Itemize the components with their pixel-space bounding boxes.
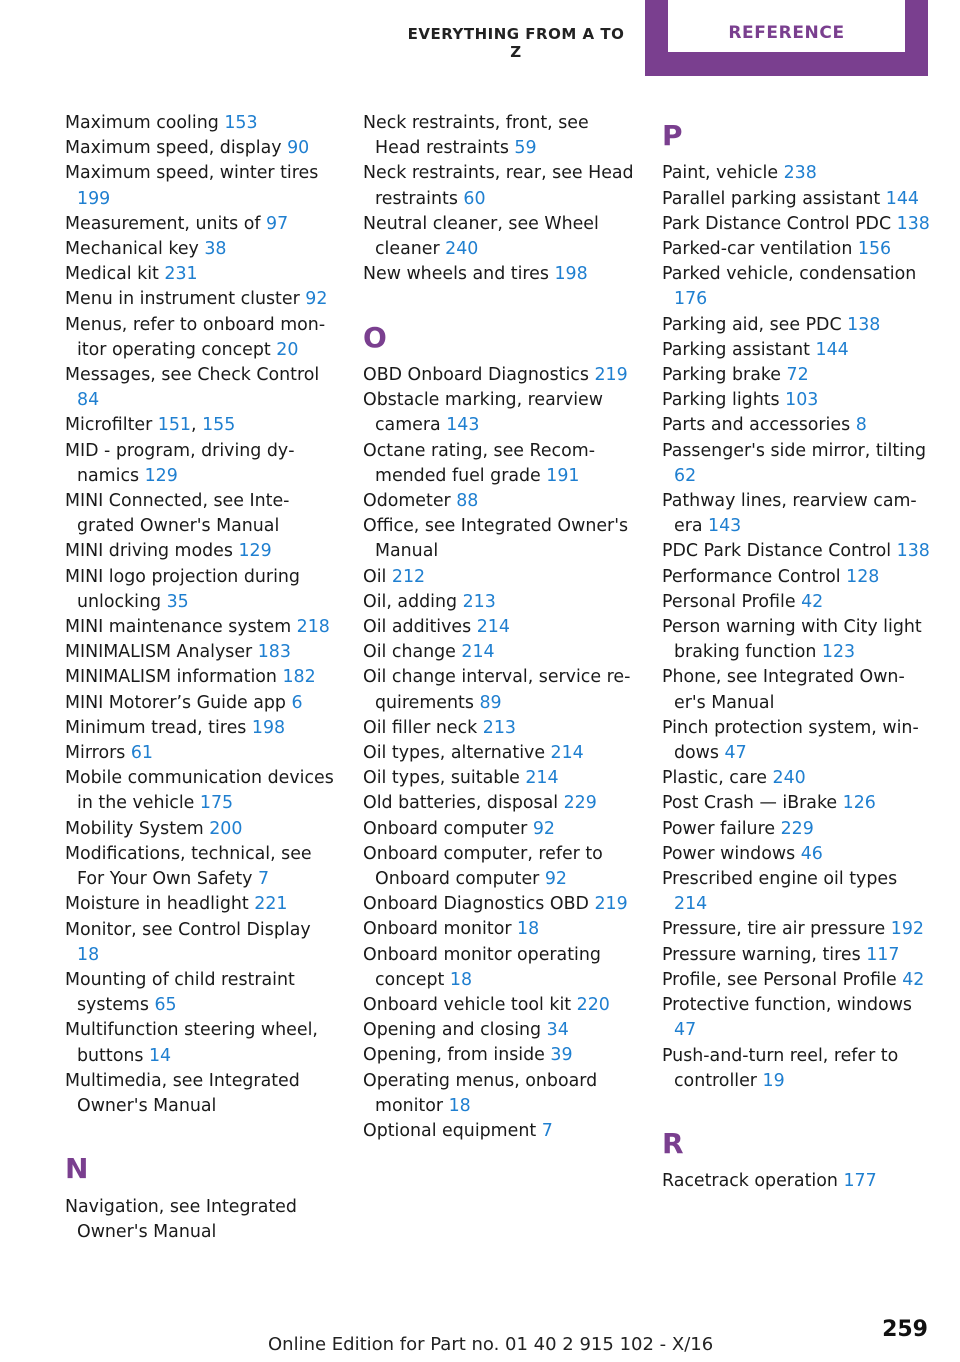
index-entry-term: Oil	[363, 566, 387, 587]
page-separator: ,	[191, 415, 197, 436]
page-reference-link[interactable]: 126	[842, 793, 876, 814]
index-entry	[662, 716, 930, 766]
page-reference-link[interactable]: 220	[576, 995, 610, 1016]
page-reference-link[interactable]: 151	[157, 415, 191, 436]
page-reference-link[interactable]: 39	[550, 1045, 573, 1066]
index-entry	[363, 1018, 635, 1043]
page-reference-link[interactable]: 103	[785, 390, 819, 411]
index-entry	[662, 237, 930, 262]
index-entry	[65, 665, 335, 690]
page-reference-link[interactable]: 212	[391, 566, 426, 587]
index-entry-term: Medical kit	[65, 264, 159, 285]
page-reference-link[interactable]: 138	[896, 213, 930, 234]
index-entry	[65, 262, 335, 287]
page-reference-link[interactable]: 72	[786, 365, 809, 386]
index-entry-term: Power failure	[662, 818, 776, 839]
index-entry-term: Oil additives	[363, 617, 472, 638]
index-entry	[662, 388, 930, 413]
index-entry-term: Opening and closing	[363, 1020, 542, 1041]
index-entry-term: MINI Connected, see Integrated Owner's Manual	[65, 491, 290, 537]
index-entry	[65, 439, 335, 489]
page-reference-link[interactable]: 6	[291, 692, 303, 713]
page-reference-link[interactable]: 129	[238, 541, 272, 562]
index-entry	[662, 439, 930, 489]
index-entry	[363, 766, 635, 791]
index-entry	[65, 766, 335, 816]
index-entry-term: Odometer	[363, 491, 451, 512]
page-reference-link[interactable]: 59	[514, 138, 537, 159]
page-reference-link[interactable]: 7	[541, 1121, 553, 1142]
page-reference-link[interactable]: 138	[896, 541, 930, 562]
index-entry	[65, 968, 335, 1018]
index-entry	[65, 565, 335, 615]
page-reference-link[interactable]: 192	[890, 919, 924, 940]
page-reference-link[interactable]: 191	[546, 465, 580, 486]
index-entry	[363, 1069, 635, 1119]
page-reference-link[interactable]: 65	[154, 995, 177, 1016]
footer-edition: Online Edition for Part no. 01 40 2 915 102 - X/16	[268, 1334, 714, 1355]
page-reference-link[interactable]: 214	[461, 642, 495, 663]
index-entry	[65, 1195, 335, 1245]
page-reference-link[interactable]: 156	[857, 239, 892, 259]
index-entry	[662, 968, 930, 993]
index-entry-term: Mounting of child restraint systems	[65, 969, 295, 1016]
section-title: EVERYTHING FROM A TO Z	[407, 25, 625, 61]
page-reference-link[interactable]: 200	[209, 818, 243, 839]
index-entry-term: Microfilter	[65, 415, 153, 436]
index-entry-term: Power windows	[662, 843, 796, 864]
index-entry-term: Neck restraints, front, see Head restraints	[363, 113, 589, 159]
index-entry-term: MINIMALISM information	[65, 667, 277, 688]
index-entry-term: Protective function, windows	[662, 995, 912, 1016]
index-entry-term: MINI maintenance system	[65, 617, 292, 638]
index-entry-term: Neutral cleaner, see Wheel cleaner	[363, 213, 599, 260]
index-entry	[65, 212, 335, 237]
index-entry-term: Prescribed engine oil types	[662, 869, 898, 890]
index-entry	[65, 313, 335, 363]
page-reference-link[interactable]: 240	[445, 239, 479, 260]
index-entry-term: Personal Profile	[662, 591, 796, 612]
index-entry	[662, 766, 930, 791]
index-entry	[662, 187, 930, 212]
index-entry	[662, 539, 930, 564]
index-column-1	[65, 111, 335, 1245]
index-entry	[363, 262, 635, 287]
index-entry	[363, 716, 635, 741]
page-reference-link[interactable]: 199	[77, 188, 111, 209]
index-entry-term: Modifications, technical, see For Your Own Safety	[65, 843, 312, 890]
index-entry	[662, 1044, 930, 1094]
page-reference-link[interactable]: 177	[843, 1171, 877, 1192]
index-entry	[363, 665, 635, 715]
index-entry-term: Oil, adding	[363, 591, 458, 612]
page-reference-link[interactable]: 42	[902, 969, 925, 990]
index-entry	[363, 514, 635, 564]
page-reference-link[interactable]: 89	[479, 692, 502, 713]
index-entry	[662, 338, 930, 363]
index-entry-term: Old batteries, disposal	[363, 793, 559, 814]
page-reference-link[interactable]: 61	[130, 743, 153, 764]
page-reference-link[interactable]: 8	[855, 415, 867, 436]
index-column-3	[662, 111, 930, 1195]
index-entry	[65, 111, 335, 136]
page-reference-link[interactable]: 213	[482, 717, 516, 738]
index-entry-term: Mechanical key	[65, 239, 199, 260]
page-reference-link[interactable]: 60	[463, 188, 486, 209]
index-entry	[363, 993, 635, 1018]
index-entry	[65, 287, 335, 312]
index-entry-term: MINI driving modes	[65, 541, 233, 562]
index-entry-term: Monitor, see Control Display	[65, 919, 311, 940]
index-entry-term: Parking brake	[662, 365, 781, 386]
index-entry-term: Menus, refer to onboard monitor operating concept	[65, 314, 326, 360]
index-entry-term: Oil change interval, service requirements	[363, 667, 631, 713]
page-reference-link[interactable]: 183	[257, 642, 291, 663]
index-entry-term: OBD Onboard Diagnostics	[363, 365, 589, 385]
index-entry-term: Maximum speed, display	[65, 138, 282, 159]
index-entry	[363, 1119, 635, 1144]
index-entry	[662, 565, 930, 590]
index-entry-term: MID - program, driving dynamics	[65, 440, 295, 486]
page-reference-link[interactable]: 221	[254, 894, 288, 915]
section-spacer	[65, 1119, 335, 1144]
page-reference-link[interactable]: 47	[724, 743, 747, 764]
page-reference-link[interactable]: 88	[456, 491, 479, 512]
page-reference-link[interactable]: 229	[563, 793, 597, 814]
index-entry-term: Paint, vehicle	[662, 163, 779, 184]
index-entry-term: New wheels and tires	[363, 264, 549, 285]
index-entry	[363, 363, 635, 388]
index-entry	[363, 615, 635, 640]
index-entry	[662, 817, 930, 842]
index-entry-term: Onboard computer	[363, 818, 528, 839]
index-entry-term: Measurement, units of	[65, 213, 261, 234]
index-entry-term: Opening, from inside	[363, 1045, 545, 1066]
index-entry	[65, 918, 335, 968]
index-entry-term: Mobile communication devices in the vehicle	[65, 768, 334, 814]
page-reference-link[interactable]: 46	[800, 843, 823, 864]
index-entry	[662, 212, 930, 237]
page-reference-link[interactable]: 34	[546, 1020, 569, 1041]
index-letter-heading: P	[662, 119, 683, 152]
index-entry	[65, 741, 335, 766]
page-reference-link[interactable]: 155	[202, 415, 236, 436]
page-reference-link[interactable]: 144	[815, 339, 849, 360]
page-reference-link[interactable]: 18	[449, 969, 473, 990]
page-reference-link[interactable]: 92	[532, 818, 555, 839]
page-reference-link[interactable]: 218	[296, 617, 330, 638]
index-letter-heading: R	[662, 1127, 684, 1161]
index-entry	[662, 665, 930, 715]
index-entry	[65, 640, 335, 665]
page-reference-link[interactable]: 219	[594, 365, 628, 385]
index-entry-term: Pressure warning, tires	[662, 944, 861, 965]
index-entry-term: Phone, see Integrated Owner's Manual	[662, 667, 905, 713]
page-reference-link[interactable]: 214	[525, 768, 559, 789]
page-reference-link[interactable]: 153	[224, 113, 258, 133]
page-reference-link[interactable]: 176	[674, 289, 708, 310]
index-entry	[662, 791, 930, 816]
page-reference-link[interactable]: 18	[517, 919, 540, 940]
page-reference-link[interactable]: 47	[674, 1020, 697, 1041]
index-entry	[65, 1018, 335, 1068]
index-entry	[65, 489, 335, 539]
index-entry-term: Neck restraints, rear, see Head restraints	[363, 163, 634, 209]
chapter-tab	[645, 0, 928, 76]
index-entry	[65, 716, 335, 741]
index-entry	[662, 867, 930, 917]
index-entry-term: MINI Motorer’s Guide app	[65, 692, 286, 713]
index-column-2	[363, 111, 635, 1144]
index-entry-term: Person warning with City light braking function	[662, 617, 922, 663]
index-entry	[662, 363, 930, 388]
page-reference-link[interactable]: 213	[462, 591, 496, 612]
section-spacer	[363, 287, 635, 312]
index-entry	[65, 363, 335, 413]
index-entry-term: Maximum cooling	[65, 113, 219, 133]
index-entry-term: Maximum speed, winter tires	[65, 163, 319, 184]
index-entry-term: Onboard monitor	[363, 919, 512, 940]
page-reference-link[interactable]: 143	[708, 516, 742, 537]
page-reference-link[interactable]: 143	[446, 415, 480, 436]
index-entry-term: Performance Control	[662, 566, 841, 587]
index-entry	[363, 489, 635, 514]
index-entry	[65, 161, 335, 211]
index-entry-term: Racetrack operation	[662, 1171, 838, 1192]
index-entry	[65, 413, 335, 438]
index-letter-heading: N	[65, 1152, 89, 1186]
index-entry	[662, 262, 930, 312]
index-entry	[363, 388, 635, 438]
index-entry	[662, 943, 930, 968]
index-entry-term: Oil change	[363, 642, 456, 663]
index-entry	[662, 161, 930, 186]
index-entry	[363, 943, 635, 993]
index-entry-term: Parking lights	[662, 390, 780, 411]
page-reference-link[interactable]: 144	[885, 188, 919, 209]
index-entry-term: MINIMALISM Analyser	[65, 642, 253, 663]
page-reference-link[interactable]: 84	[77, 390, 100, 411]
index-entry	[65, 817, 335, 842]
page-reference-link[interactable]: 182	[282, 667, 316, 688]
index-entry	[662, 993, 930, 1043]
index-entry	[65, 892, 335, 917]
page-reference-link[interactable]: 18	[448, 1095, 471, 1116]
page-reference-link[interactable]: 92	[544, 869, 567, 890]
index-entry-term: Oil filler neck	[363, 717, 478, 738]
index-entry	[363, 439, 635, 489]
index-entry	[363, 892, 635, 917]
index-entry	[65, 1069, 335, 1119]
page-reference-link[interactable]: 238	[783, 163, 817, 184]
section-spacer	[662, 1094, 930, 1119]
index-entry-term: Onboard Diagnostics OBD	[363, 894, 589, 915]
index-entry	[363, 590, 635, 615]
index-entry	[65, 842, 335, 892]
index-entry	[65, 691, 335, 716]
page-reference-link[interactable]: 14	[148, 1045, 172, 1066]
page-reference-link[interactable]: 240	[772, 768, 806, 789]
index-entry-term: Menu in instrument cluster	[65, 289, 300, 310]
index-entry-term: Parked-car ventilation	[662, 239, 853, 259]
index-entry-term: Oil types, alternative	[363, 743, 546, 764]
page-reference-link[interactable]: 198	[554, 264, 588, 285]
index-entry-term: Push-and-turn reel, refer to controller	[662, 1045, 899, 1091]
index-entry-term: Navigation, see Integrated Owner's Manual	[65, 1196, 297, 1242]
index-entry-term: Multimedia, see Integrated Owner's Manual	[65, 1070, 300, 1116]
index-entry-term: Plastic, care	[662, 768, 767, 789]
page-reference-link[interactable]: 231	[164, 264, 198, 285]
index-entry	[662, 313, 930, 338]
page-reference-link[interactable]: 117	[866, 944, 900, 965]
page-reference-link[interactable]: 129	[144, 465, 178, 486]
index-entry-term: Parked vehicle, condensation	[662, 264, 917, 285]
index-entry-term: Multifunction steering wheel, buttons	[65, 1020, 318, 1066]
index-entry-term: Messages, see Check Control	[65, 365, 320, 386]
index-entry	[65, 237, 335, 262]
index-entry-term: Passenger's side mirror, tilting	[662, 440, 927, 461]
index-entry	[363, 212, 635, 262]
index-entry	[65, 539, 335, 564]
page-reference-link[interactable]: 214	[550, 743, 584, 764]
index-entry-term: Onboard vehicle tool kit	[363, 995, 572, 1016]
index-entry-term: Profile, see Personal Profile	[662, 969, 897, 990]
index-letter-heading: O	[363, 320, 387, 354]
page-reference-link[interactable]: 38	[204, 239, 227, 260]
index-entry	[662, 590, 930, 615]
index-entry-term: Octane rating, see Recommended fuel grade	[363, 440, 595, 486]
page-reference-link[interactable]: 138	[847, 314, 881, 335]
index-entry	[363, 565, 635, 590]
page-reference-link[interactable]: 19	[762, 1070, 785, 1091]
index-entry-term: Minimum tread, tires	[65, 717, 247, 738]
index-entry	[363, 640, 635, 665]
index-entry-term: Park Distance Control PDC	[662, 213, 892, 234]
index-entry	[363, 161, 635, 211]
index-entry-term: Post Crash — iBrake	[662, 793, 838, 814]
page-reference-link[interactable]: 214	[674, 894, 708, 915]
index-entry-term: Moisture in headlight	[65, 894, 249, 915]
index-entry-term: Operating menus, onboard monitor	[363, 1070, 598, 1116]
index-entry	[363, 111, 635, 161]
index-entry-term: MINI logo projection during unlocking	[65, 566, 300, 612]
index-entry-term: Onboard computer, refer to Onboard computer	[363, 843, 603, 890]
index-entry-term: Parallel parking assistant	[662, 188, 881, 209]
page-reference-link[interactable]: 229	[780, 818, 814, 839]
page-number: 259	[882, 1317, 928, 1342]
index-entry	[662, 413, 930, 438]
page-reference-link[interactable]: 198	[251, 717, 286, 738]
index-entry-term: Pathway lines, rearview camera	[662, 491, 917, 537]
index-entry	[363, 741, 635, 766]
page-reference-link[interactable]: 92	[305, 289, 328, 310]
index-entry-term: Oil types, suitable	[363, 768, 520, 789]
index-entry	[662, 489, 930, 539]
index-entry-term: Parking aid, see PDC	[662, 314, 842, 335]
index-entry	[65, 136, 335, 161]
index-entry-term: Obstacle marking, rearview camera	[363, 390, 603, 436]
index-entry	[363, 842, 635, 892]
page-reference-link[interactable]: 214	[476, 617, 510, 638]
index-entry	[363, 1043, 635, 1068]
page-reference-link[interactable]: 123	[821, 642, 856, 663]
index-entry	[662, 917, 930, 942]
index-entry	[662, 1169, 930, 1194]
index-entry	[363, 817, 635, 842]
page-reference-link[interactable]: 7	[257, 869, 270, 890]
page-reference-link[interactable]: 62	[674, 465, 697, 486]
index-entry-term: Parking assistant	[662, 339, 810, 360]
index-entry-term: Office, see Integrated Owner's Manual	[363, 516, 629, 562]
index-entry	[65, 615, 335, 640]
page-reference-link[interactable]: 20	[276, 339, 299, 360]
index-entry	[363, 791, 635, 816]
page-reference-link[interactable]: 35	[166, 591, 189, 612]
page-reference-link[interactable]: 219	[594, 894, 628, 915]
index-entry-term: Mirrors	[65, 743, 126, 764]
page-reference-link[interactable]: 90	[287, 138, 310, 159]
index-entry	[662, 615, 930, 665]
page-reference-link[interactable]: 128	[846, 566, 880, 587]
index-entry-term: Parts and accessories	[662, 415, 851, 436]
chapter-tab-label: REFERENCE	[668, 0, 905, 52]
page-reference-link[interactable]: 97	[266, 213, 289, 234]
page-reference-link[interactable]: 18	[77, 944, 100, 965]
index-entry	[662, 842, 930, 867]
index-entry-term: Mobility System	[65, 818, 204, 839]
page-reference-link[interactable]: 175	[199, 793, 234, 814]
index-entry-term: Onboard monitor operating concept	[363, 944, 601, 990]
page-reference-link[interactable]: 42	[801, 591, 824, 612]
index-entry-term: Pressure, tire air pressure	[662, 919, 886, 940]
index-entry	[363, 917, 635, 942]
index-entry-term: Pinch protection system, windows	[662, 717, 919, 764]
index-entry-term: PDC Park Distance Control	[662, 541, 892, 562]
index-entry-term: Optional equipment	[363, 1121, 537, 1142]
